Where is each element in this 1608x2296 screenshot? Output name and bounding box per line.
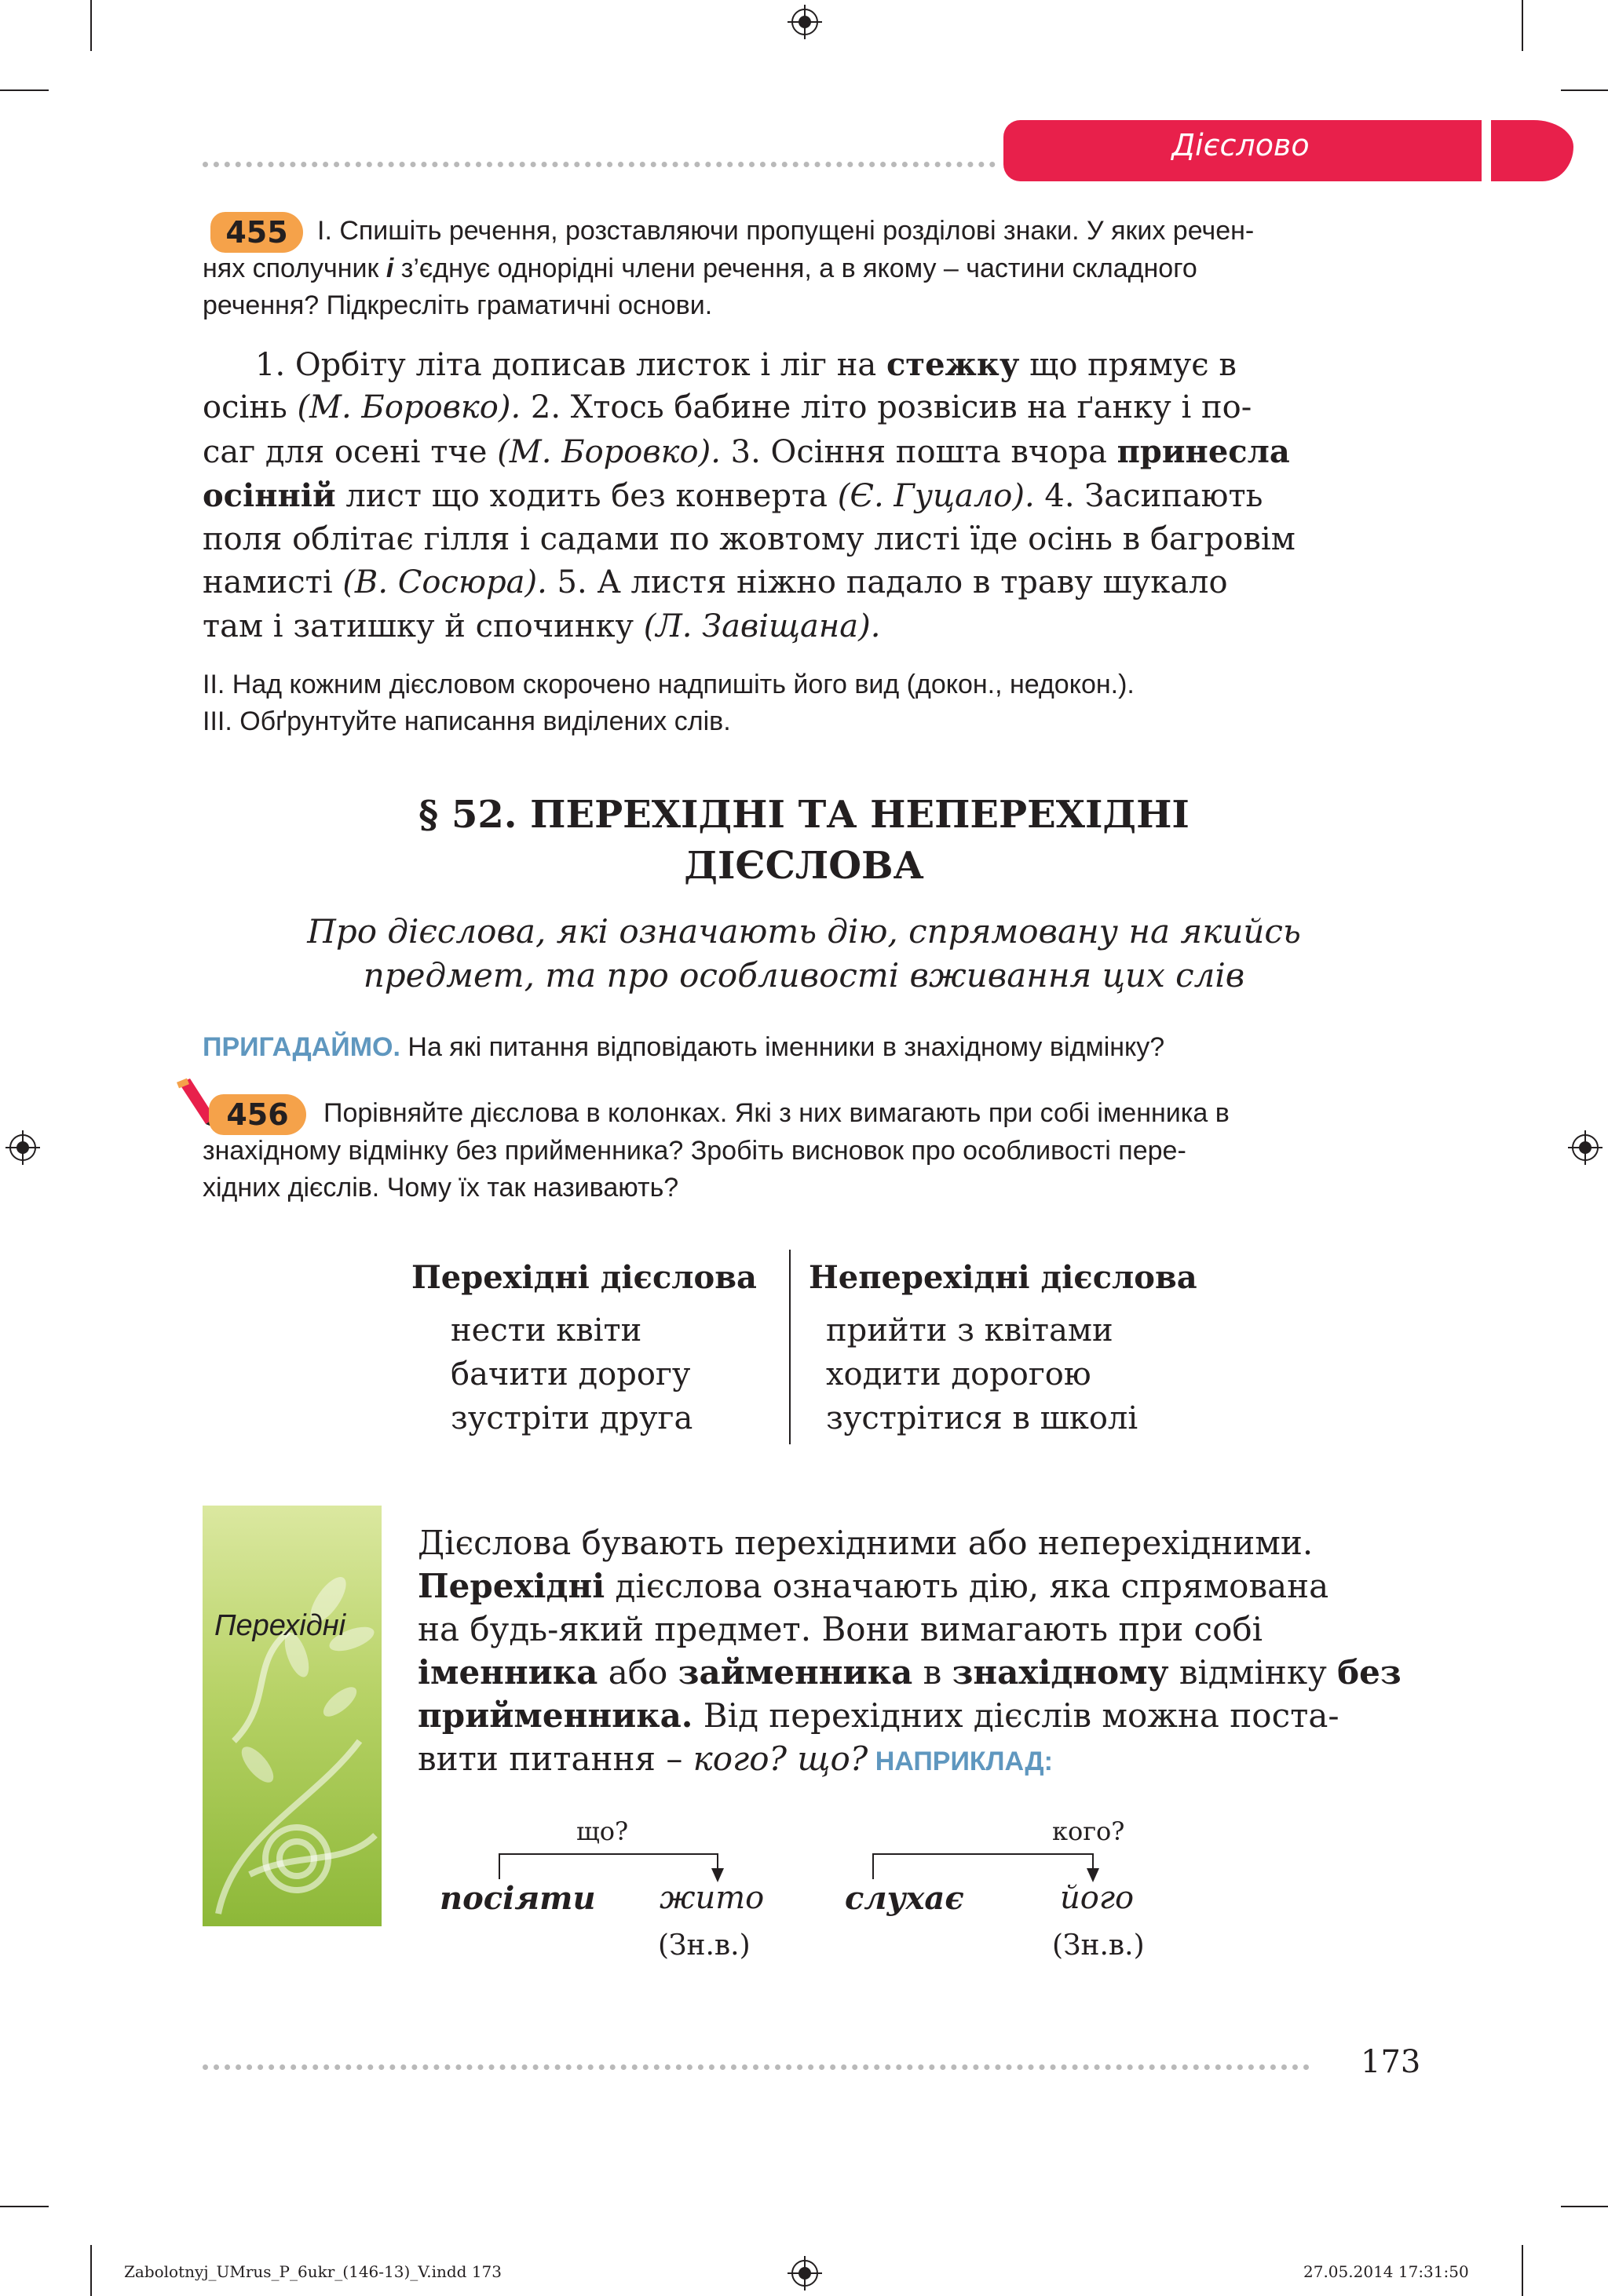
exercise-number-badge: 455 [210,212,303,253]
rule-side-label: Перехідні [214,1609,346,1642]
conjunction-highlight: і [386,254,394,283]
exercise-number-badge: 456 [209,1094,306,1135]
task-text: речення? Підкресліть граматичні основи. [203,290,713,320]
rule-text-line: прийменника. Від перехідних дієслів можна поста- [418,1696,1339,1735]
registration-mark-icon [1568,1130,1603,1165]
task-text: III. Обґрунтуйте написання виділених слів. [203,706,731,736]
section-subtitle: предмет, та про особливості вживання цих слів [363,956,1245,995]
section-title: ДІЄСЛОВА [684,844,924,888]
intransitive-example: прийти з квітами [826,1312,1113,1349]
rule-side-panel [203,1506,382,1926]
column-header-transitive: Перехідні дієслова [411,1259,757,1296]
exercise-text-line: осінь (М. Боровко). 2. Хтось бабине літо розвісив на ґанку і по- [203,389,1252,425]
column-header-intransitive: Неперехідні дієслова [809,1259,1197,1296]
print-slug-date: 27.05.2014 17:31:50 [1303,2262,1469,2281]
example-case: (Зн.в.) [1052,1929,1145,1962]
crop-mark [0,89,49,91]
crop-mark [1561,89,1608,91]
intransitive-example: ходити дорогою [826,1356,1091,1393]
crop-mark [1522,2245,1523,2296]
crop-mark [0,2206,49,2207]
transitive-example: нести квіти [451,1312,642,1349]
exercise-text-line: намисті (В. Сосюра). 5. А листя ніжно падало в траву шукало [203,564,1228,600]
exercise-text-line: там і затишку й спочинку (Л. Завіщана). [203,608,881,644]
transitive-example: зустріти друга [451,1400,693,1436]
rule-text-line: іменника або займенника в знахідному відмінку без [418,1653,1402,1692]
crop-mark [90,0,92,51]
example-noun: його [1060,1880,1135,1916]
example-question: що? [576,1816,629,1846]
transitive-example: бачити дорогу [451,1356,691,1393]
crop-mark [1561,2206,1608,2207]
page-number: 173 [1361,2044,1421,2080]
floral-ornament-icon [203,1506,382,1926]
registration-mark-icon [5,1130,40,1165]
intransitive-example: зустрітися в школі [826,1400,1138,1436]
rule-text-line: вити питання – кого? що? НАПРИКЛАД: [418,1739,1053,1778]
section-tab-label: Дієслово [1171,128,1310,162]
rule-text-line: Перехідні дієслова означають дію, яка спрямована [418,1567,1329,1605]
footer-dotted-rule [203,2064,1310,2070]
task-text: хідних дієслів. Чому їх так називають? [203,1173,679,1203]
rule-text-line: на будь-який предмет. Вони вимагають при собі [418,1610,1263,1648]
example-label: НАПРИКЛАД: [868,1747,1053,1776]
section-tab-divider [1482,120,1491,181]
crop-mark [90,2245,92,2296]
registration-mark-icon [788,2256,822,2291]
task-text: II. Над кожним дієсловом скорочено надпишіть його вид (докон., недокон.). [203,670,1135,699]
task-text: знахідному відмінку без прийменника? Зробіть висновок про особливості пере- [203,1136,1186,1166]
exercise-text-line: поля облітає гілля і садами по жовтому листі їде осінь в багровім [203,521,1296,557]
column-divider [789,1250,791,1444]
registration-mark-icon [788,5,822,39]
print-slug-file: Zabolotnyj_UMrus_P_6ukr_(146-13)_V.indd 173 [124,2262,502,2281]
example-case: (Зн.в.) [658,1929,751,1962]
example-verb: посіяти [440,1880,596,1917]
exercise-text-line: осінній лист що ходить без конверта (Є. Гуцало). 4. Засипають [203,477,1263,514]
task-text: I. Спишіть речення, розставляючи пропущені розділові знаки. У яких речен- [317,216,1255,246]
exercise-text-line: саг для осені тче (М. Боровко). 3. Осіння пошта вчора принесла [203,433,1290,470]
recall-label: ПРИГАДАЙМО. [203,1032,400,1062]
task-text: нях сполучник і з’єднує однорідні члени речення, а в якому – частини складного [203,254,1197,283]
recall-line: ПРИГАДАЙМО. На які питання відповідають іменники в знахідному відмінку? [203,1032,1165,1062]
rule-text-line: Дієслова бувають перехідними або неперехідними. [418,1524,1314,1562]
task-text: Порівняйте дієслова в колонках. Які з них вимагають при собі іменника в [323,1098,1230,1128]
section-title: § 52. ПЕРЕХІДНІ ТА НЕПЕРЕХІДНІ [418,793,1190,837]
section-subtitle: Про дієслова, які означають дію, спрямовану на якийсь [307,912,1301,951]
example-question: кого? [1052,1816,1125,1846]
crop-mark [1522,0,1523,51]
exercise-text-line: 1. Орбіту літа дописав листок і ліг на стежку що прямує в [255,346,1237,383]
example-verb: слухає [845,1880,964,1917]
example-noun: жито [660,1880,765,1916]
header-dotted-rule [203,162,996,167]
